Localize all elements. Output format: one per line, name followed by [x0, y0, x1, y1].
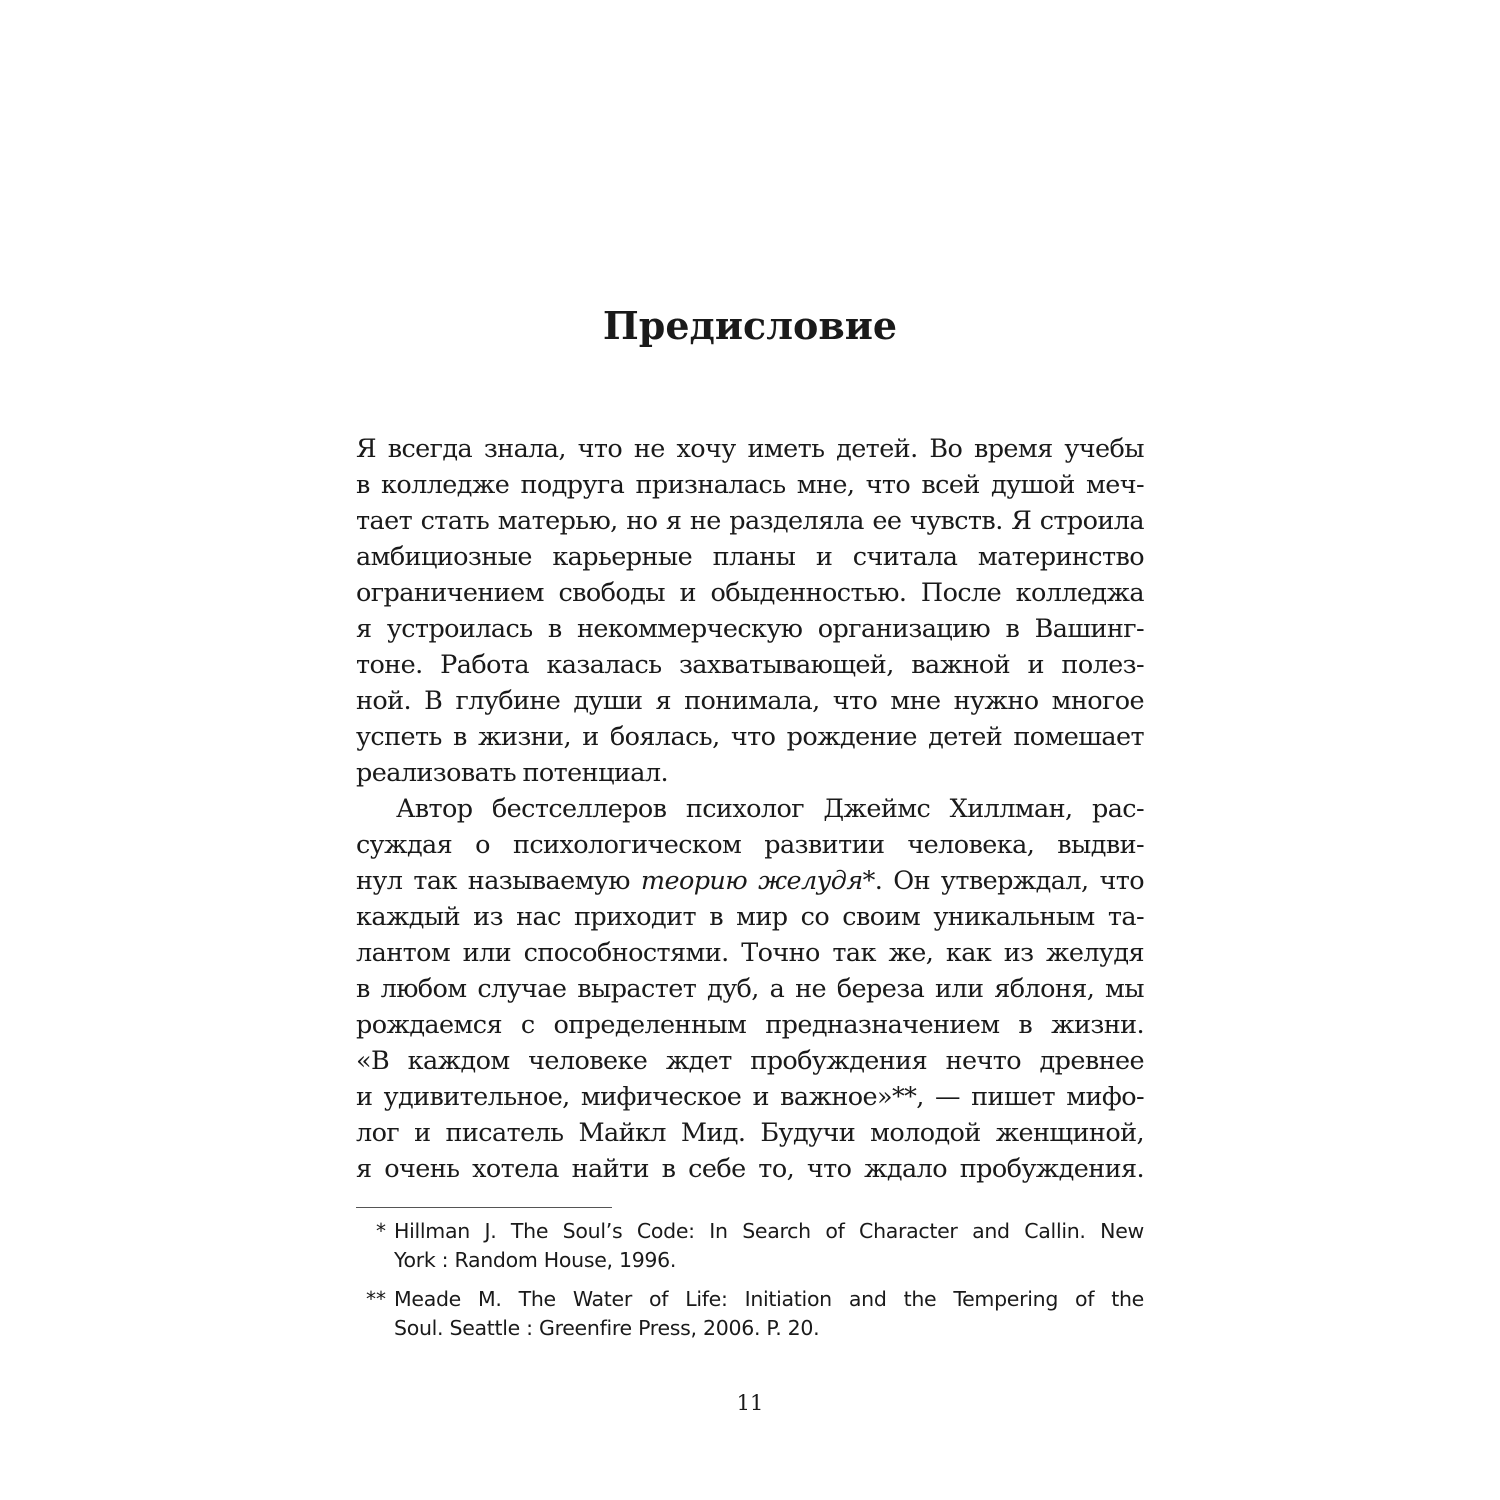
text-segment: нул так называемую	[356, 866, 641, 896]
footnote-line: York : Random House, 1996.	[394, 1248, 677, 1272]
paragraph-1	[356, 431, 1144, 791]
text-line: и удивительное, мифическое и важное»**, — пишет мифо-	[356, 1082, 1144, 1112]
chapter-title: Предисловие	[602, 303, 898, 348]
text-line: Я всегда знала, что не хочу иметь детей. Во время учебы	[356, 434, 1144, 464]
footnote-line: Soul. Seattle : Greenfire Press, 2006. P. 20.	[394, 1316, 820, 1340]
text-line: Автор бестселлеров психолог Джеймс Хиллман, рас-	[396, 794, 1144, 824]
text-line: лог и писатель Майкл Мид. Будучи молодой женщиной,	[356, 1118, 1144, 1148]
text-line: суждая о психологическом развитии человека, выдви-	[356, 830, 1144, 860]
footnote-1	[356, 1217, 1144, 1275]
text-line	[356, 863, 1144, 899]
text-segment: *. Он утверждал, что	[862, 866, 1144, 896]
text-line: лантом или способностями. Точно так же, как из желудя	[356, 938, 1144, 968]
footnote-line: Hillman J. The Soul’s Code: In Search of Character and Callin. New	[394, 1219, 1144, 1243]
text-line: «В каждом человеке ждет пробуждения нечто древнее	[356, 1046, 1144, 1076]
italic-term: теорию желудя	[640, 866, 863, 896]
text-line: тоне. Работа казалась захватывающей, важной и полез-	[356, 650, 1144, 680]
text-line: амбициозные карьерные планы и считала материнство	[356, 542, 1144, 572]
paragraph-2	[356, 791, 1144, 1187]
footnote-2	[356, 1285, 1144, 1343]
footnotes	[356, 1217, 1144, 1353]
body-text	[356, 431, 1144, 1187]
text-line: реализовать потенциал.	[356, 758, 668, 788]
text-line: ной. В глубине души я понимала, что мне нужно многое	[356, 686, 1144, 716]
text-line: рождаемся с определенным предназначением в жизни.	[356, 1010, 1144, 1040]
text-line: тает стать матерью, но я не разделяла ее чувств. Я строила	[356, 506, 1144, 536]
footnote-mark: **	[366, 1287, 386, 1311]
text-line: в колледже подруга призналась мне, что всей душой меч-	[356, 470, 1144, 500]
text-line: каждый из нас приходит в мир со своим уникальным та-	[356, 902, 1144, 932]
page-number: 11	[736, 1391, 764, 1415]
text-line: я устроилась в некоммерческую организацию в Вашинг-	[356, 614, 1144, 644]
footnote-mark: *	[376, 1219, 386, 1243]
text-line: я очень хотела найти в себе то, что ждало пробуждения.	[356, 1154, 1144, 1184]
text-line: в любом случае вырастет дуб, а не береза или яблоня, мы	[356, 974, 1144, 1004]
footnote-line: Meade M. The Water of Life: Initiation and the Tempering of the	[394, 1287, 1144, 1311]
text-line: успеть в жизни, и боялась, что рождение детей помешает	[356, 722, 1144, 752]
text-line: ограничением свободы и обыденностью. После колледжа	[356, 578, 1144, 608]
footnote-divider	[356, 1207, 612, 1208]
